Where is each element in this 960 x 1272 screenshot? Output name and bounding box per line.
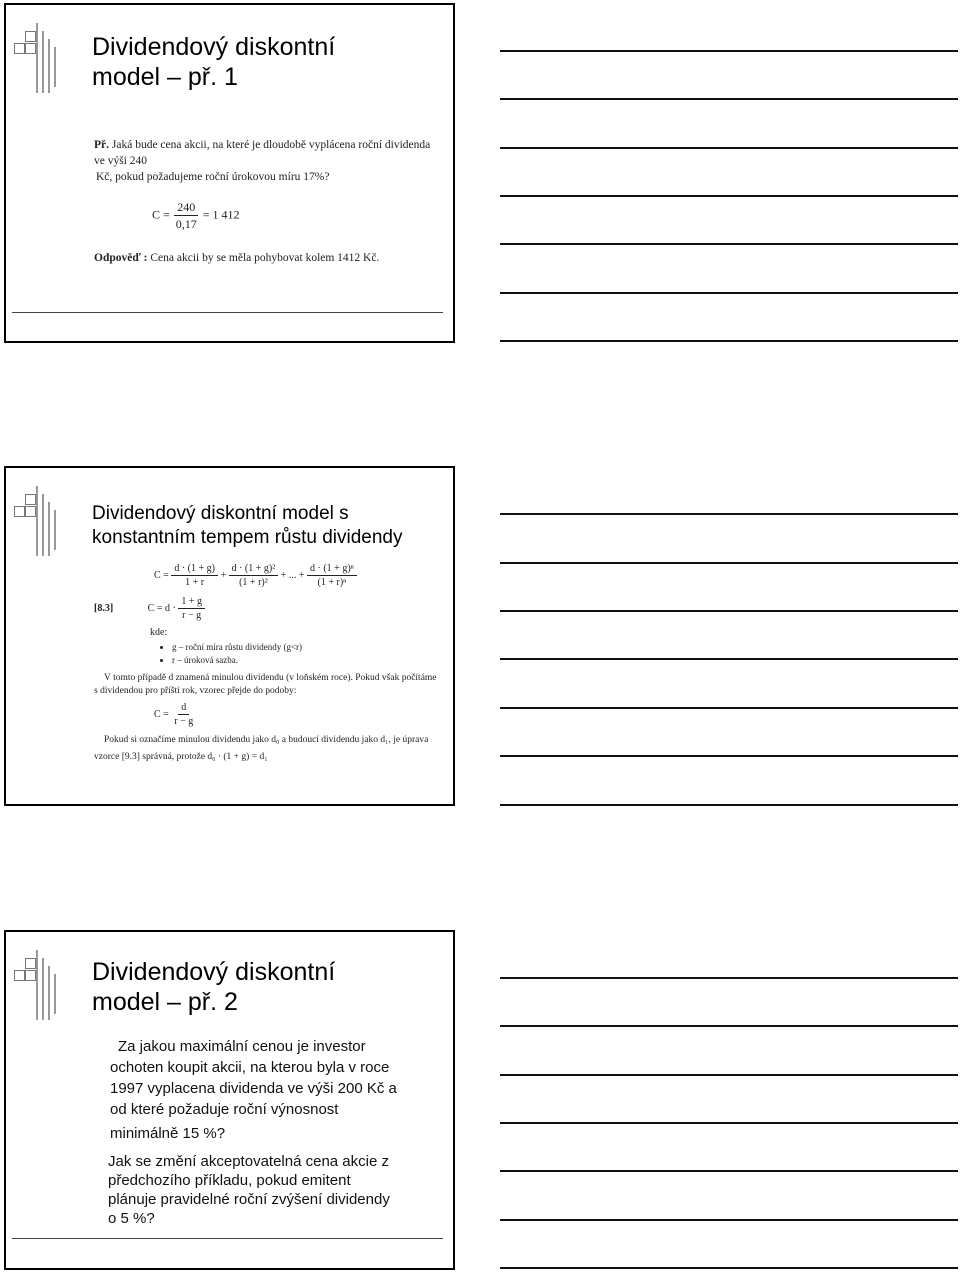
slide-2	[4, 466, 455, 806]
slide-title-line-2: konstantním tempem růstu dividendy	[92, 527, 403, 548]
answer-text: Cena akcii by se měla pohybovat kolem 1412 Kč.	[150, 252, 380, 264]
question-1-line: ochoten koupit akcii, na kterou byla v roce	[110, 1059, 390, 1076]
question-1-line: minimálně 15 %?	[110, 1125, 226, 1142]
question-2-line: plánuje pravidelné roční zvýšení dividendy	[108, 1191, 390, 1208]
slide-title-line-1: Dividendový diskontní	[92, 33, 336, 61]
example-label: Př.	[94, 139, 110, 151]
slide-title-line-1: Dividendový diskontní	[92, 958, 336, 986]
slide-footer-rule	[12, 1238, 443, 1239]
slide-title-line-1: Dividendový diskontní model s	[92, 503, 349, 524]
slide-decoration	[14, 950, 74, 1040]
slide-title-line-2: model – př. 2	[92, 988, 238, 1016]
answer-label: Odpověď :	[94, 252, 148, 264]
question-1	[110, 1036, 397, 1144]
para-1-line-2: s dividendou pro příští rok, vzorec přejde do podoby:	[94, 686, 297, 696]
question-1-line: 1997 vyplacena dividenda ve výši 200 Kč a	[110, 1080, 397, 1097]
para-1-line-1: V tomto případě d znamená minulou dividendu (v loňském roce). Pokud však počítáme	[104, 673, 437, 683]
equation-ref: [8.3]	[94, 602, 114, 614]
question-2-line: předchozího příkladu, pokud emitent	[108, 1172, 351, 1189]
slide-3	[4, 930, 455, 1270]
question-2-line: Jak se změní akceptovatelná cena akcie z	[108, 1153, 389, 1170]
formula-excerpt	[94, 562, 446, 764]
example-excerpt	[94, 137, 439, 266]
question-1-line: Za jakou maximální cenou je investor	[118, 1038, 366, 1055]
slide-1	[4, 3, 455, 343]
question-1-line: od které požaduje roční výnosnost	[110, 1101, 339, 1118]
series-formula: C = $\frac{d \cdot (1 + g)}{1 + r}$ + $\frac{\text{d · (1 + g)²}}{\text{(1 + r)²}}$ + ... + $\frac{\text{d · (1 + g)ⁿ}}{\text{(1 + r)ⁿ}}$	[154, 562, 446, 589]
bullet-r: • r – úroková sazba.	[172, 654, 446, 667]
para-2-line-2: vzorce [9.3] správná, protože d₀ · (1 + g) = d₁	[94, 752, 268, 762]
growth-formula: [8.3] C = d · $\frac{1 + g}{r - g}$	[94, 595, 446, 622]
next-year-formula: C = $\frac{d}{r - g}$	[154, 702, 194, 727]
example-question-line-2: Kč, pokud požadujeme roční úrokovou míru 17%?	[96, 171, 330, 183]
bullet-g: • g – roční míra růstu dividendy (g<r)	[172, 641, 446, 654]
where-label: kde:	[150, 627, 168, 638]
question-2-line: o 5 %?	[108, 1210, 155, 1227]
slide-decoration	[14, 486, 74, 576]
example-formula: C = $\frac{240}{0,17}$ = 1 412	[152, 200, 240, 231]
slide-title-line-2: model – př. 1	[92, 63, 238, 91]
slide-footer-rule	[12, 312, 443, 313]
para-2-line-1: Pokud si označíme minulou dividendu jako d₀ a budoucí dividendu jako d₁, je úprava	[104, 735, 429, 745]
slide-decoration	[14, 23, 74, 113]
example-question-line-1: Jaká bude cena akcii, na které je dloudobě vyplácena roční dividenda ve výši 240	[94, 139, 431, 167]
question-2	[108, 1152, 390, 1228]
